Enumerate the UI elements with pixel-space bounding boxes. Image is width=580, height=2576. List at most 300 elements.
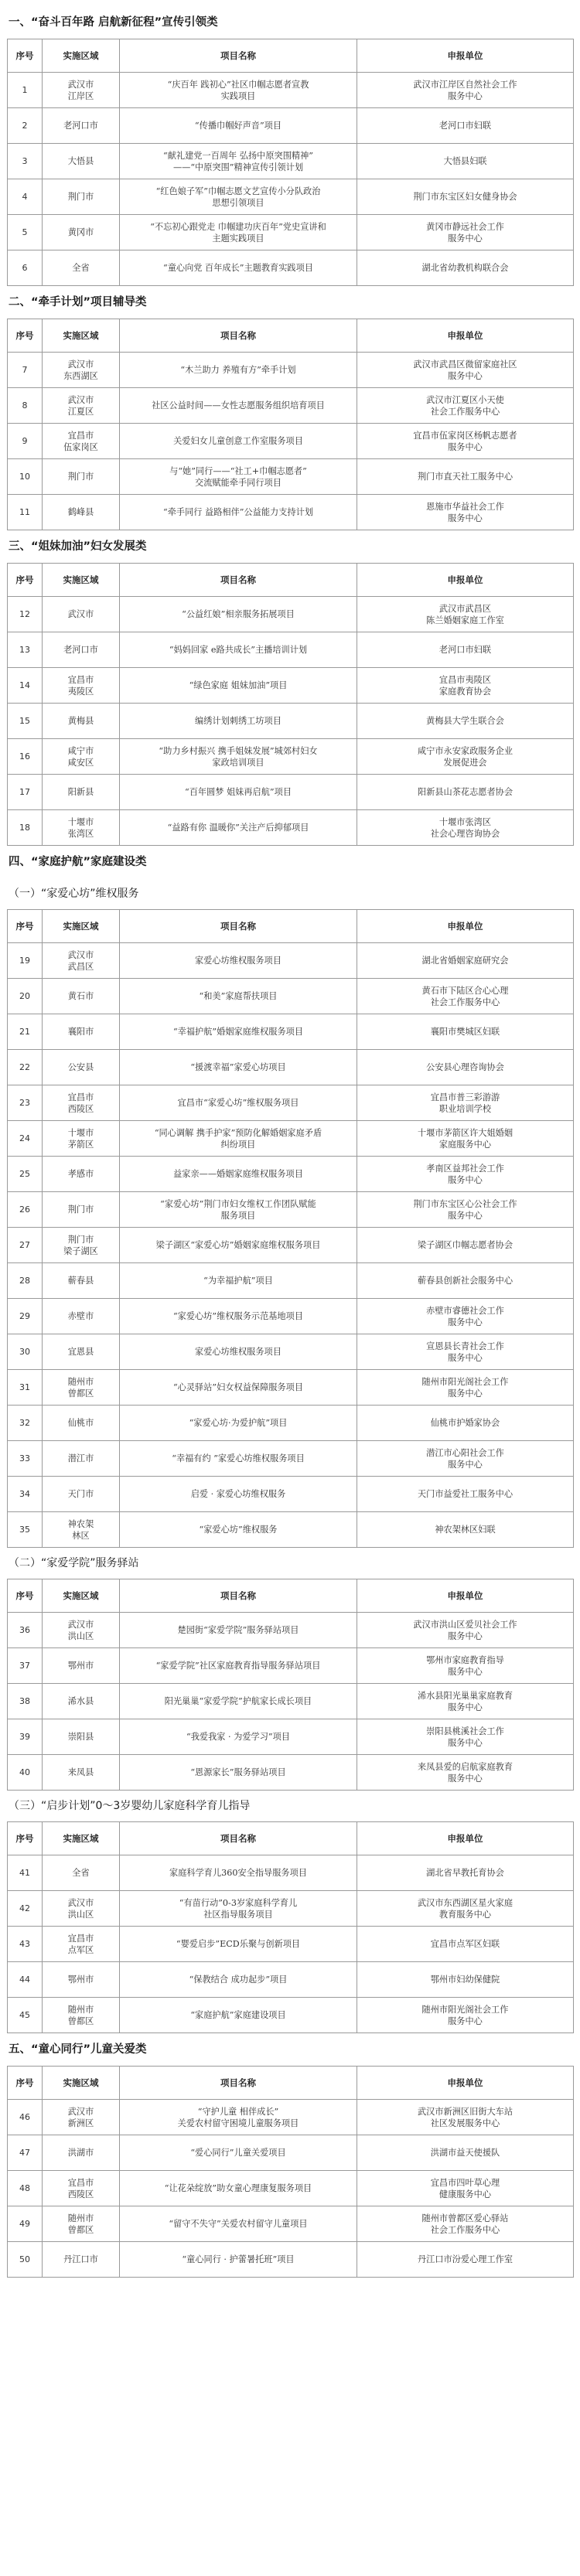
- cell-project: “助力乡村振兴 携手姐妹发展”城郊村妇女 家政培训项目: [120, 739, 357, 775]
- cell-applicant: 武汉市江岸区自然社会工作 服务中心: [357, 73, 574, 108]
- section: [7, 2033, 573, 2278]
- header-area: 实施区域: [43, 2067, 120, 2100]
- cell-applicant: 宜昌市普三彩游游 职业培训学校: [357, 1085, 574, 1121]
- cell-area: 仙桃市: [43, 1406, 120, 1441]
- cell-applicant: 鄂州市家庭教育指导 服务中心: [357, 1648, 574, 1684]
- table-row: [8, 739, 574, 775]
- cell-applicant: 丹江口市汾爱心理工作室: [357, 2242, 574, 2278]
- cell-project: “为幸福护航”项目: [120, 1263, 357, 1299]
- cell-project: “绿色家庭 姐妹加油”项目: [120, 668, 357, 704]
- cell-area: 黄梅县: [43, 704, 120, 739]
- cell-applicant: 咸宁市永安家政服务企业 发展促进会: [357, 739, 574, 775]
- cell-project: “百年圆梦 姐妹再启航”项目: [120, 775, 357, 810]
- section-title: 五、“童心同行”儿童关爱类: [9, 2043, 147, 2056]
- cell-area: 黄石市: [43, 979, 120, 1014]
- cell-applicant: 黄冈市静远社会工作 服务中心: [357, 215, 574, 250]
- cell-applicant: 襄阳市樊城区妇联: [357, 1014, 574, 1050]
- table-row: [8, 144, 574, 179]
- header-project: 项目名称: [120, 910, 357, 943]
- cell-area: 来凤县: [43, 1755, 120, 1791]
- cell-seq: 48: [8, 2171, 43, 2206]
- project-table: [7, 39, 574, 286]
- cell-seq: 32: [8, 1406, 43, 1441]
- cell-applicant: 崇阳县桃溪社会工作 服务中心: [357, 1719, 574, 1755]
- header-applicant: 申报单位: [357, 910, 574, 943]
- header-applicant: 申报单位: [357, 39, 574, 73]
- cell-project: “家爱学院”社区家庭教育指导服务驿站项目: [120, 1648, 357, 1684]
- header-project: 项目名称: [120, 39, 357, 73]
- cell-seq: 10: [8, 459, 43, 495]
- cell-applicant: 孝南区益邦社会工作 服务中心: [357, 1157, 574, 1192]
- cell-seq: 38: [8, 1684, 43, 1719]
- cell-area: 鄂州市: [43, 1648, 120, 1684]
- cell-applicant: 公安县心理咨询协会: [357, 1050, 574, 1085]
- cell-project: “童心向党 百年成长”主题教育实践项目: [120, 250, 357, 286]
- cell-applicant: 十堰市张湾区 社会心理咨询协会: [357, 810, 574, 846]
- cell-seq: 30: [8, 1334, 43, 1370]
- table-row: [8, 1998, 574, 2033]
- cell-applicant: 鄂州市妇幼保健院: [357, 1962, 574, 1998]
- cell-seq: 3: [8, 144, 43, 179]
- table-row: [8, 424, 574, 459]
- header-applicant: 申报单位: [357, 2067, 574, 2100]
- table-row: [8, 1648, 574, 1684]
- cell-project: “心灵驿站”妇女权益保障服务项目: [120, 1370, 357, 1406]
- cell-applicant: 仙桃市护婚家协会: [357, 1406, 574, 1441]
- table-row: [8, 597, 574, 632]
- header-applicant: 申报单位: [357, 1579, 574, 1613]
- table-row: [8, 979, 574, 1014]
- table-header-row: [8, 39, 574, 73]
- table-row: [8, 2206, 574, 2242]
- table-row: [8, 388, 574, 424]
- cell-project: 与“她”同行——“社工+巾帼志愿者” 交流赋能牵手同行项目: [120, 459, 357, 495]
- project-table: [7, 1579, 574, 1791]
- table-header-row: [8, 2067, 574, 2100]
- cell-project: “不忘初心跟党走 巾帼建功庆百年”党史宣讲和 主题实践项目: [120, 215, 357, 250]
- cell-seq: 14: [8, 668, 43, 704]
- cell-seq: 12: [8, 597, 43, 632]
- cell-seq: 2: [8, 108, 43, 144]
- cell-project: “献礼建党一百周年 弘扬中原突围精神” ——“中原突围”精神宣传引领计划: [120, 144, 357, 179]
- cell-applicant: 荆门市东宝区妇女健身协会: [357, 179, 574, 215]
- cell-seq: 41: [8, 1855, 43, 1891]
- table-row: [8, 1927, 574, 1962]
- cell-seq: 13: [8, 632, 43, 668]
- table-row: [8, 668, 574, 704]
- cell-area: 襄阳市: [43, 1014, 120, 1050]
- table-header-row: [8, 564, 574, 597]
- table-row: [8, 179, 574, 215]
- cell-applicant: 武汉市武昌区微留家庭社区 服务中心: [357, 353, 574, 388]
- cell-area: 老河口市: [43, 108, 120, 144]
- cell-project: “婴爱启步”ECD乐聚与创新项目: [120, 1927, 357, 1962]
- cell-applicant: 梁子湖区巾帼志愿者协会: [357, 1228, 574, 1263]
- cell-seq: 39: [8, 1719, 43, 1755]
- header-applicant: 申报单位: [357, 319, 574, 353]
- table-row: [8, 775, 574, 810]
- table-row: [8, 1855, 574, 1891]
- cell-seq: 33: [8, 1441, 43, 1477]
- cell-seq: 18: [8, 810, 43, 846]
- table-row: [8, 1334, 574, 1370]
- cell-seq: 42: [8, 1891, 43, 1927]
- cell-applicant: 黄梅县大学生联合会: [357, 704, 574, 739]
- cell-seq: 1: [8, 73, 43, 108]
- cell-seq: 23: [8, 1085, 43, 1121]
- section-title: 三、“姐妹加油”妇女发展类: [9, 540, 147, 553]
- project-table: [7, 1821, 574, 2033]
- cell-project: 社区公益时间——女性志愿服务组织培育项目: [120, 388, 357, 424]
- cell-applicant: 蕲春县创新社会服务中心: [357, 1263, 574, 1299]
- header-project: 项目名称: [120, 1579, 357, 1613]
- header-seq: 序号: [8, 1822, 43, 1855]
- cell-project: 楚园街“家爱学院”服务驿站项目: [120, 1613, 357, 1648]
- header-seq: 序号: [8, 319, 43, 353]
- cell-applicant: 随州市阳光阁社会工作 服务中心: [357, 1370, 574, 1406]
- cell-applicant: 天门市益爱社工服务中心: [357, 1477, 574, 1512]
- project-table: [7, 563, 574, 846]
- cell-seq: 20: [8, 979, 43, 1014]
- cell-area: 天门市: [43, 1477, 120, 1512]
- table-row: [8, 1192, 574, 1228]
- header-area: 实施区域: [43, 564, 120, 597]
- header-project: 项目名称: [120, 1822, 357, 1855]
- table-row: [8, 704, 574, 739]
- cell-area: 全省: [43, 1855, 120, 1891]
- cell-applicant: 老河口市妇联: [357, 108, 574, 144]
- cell-area: 黄冈市: [43, 215, 120, 250]
- cell-seq: 31: [8, 1370, 43, 1406]
- cell-area: 丹江口市: [43, 2242, 120, 2278]
- cell-project: “家爱心坊”维权服务示范基地项目: [120, 1299, 357, 1334]
- cell-project: “童心同行 · 护蕾暑托班”项目: [120, 2242, 357, 2278]
- cell-applicant: 湖北省幼教机构联合会: [357, 250, 574, 286]
- table-header-row: [8, 1579, 574, 1613]
- cell-area: 武汉市: [43, 597, 120, 632]
- cell-applicant: 随州市阳光阁社会工作 服务中心: [357, 1998, 574, 2033]
- cell-applicant: 来凤县爱的启航家庭教育 服务中心: [357, 1755, 574, 1791]
- cell-area: 荆门市: [43, 179, 120, 215]
- table-row: [8, 943, 574, 979]
- cell-project: “留守不失守”关爱农村留守儿童项目: [120, 2206, 357, 2242]
- cell-seq: 17: [8, 775, 43, 810]
- cell-area: 武汉市 江夏区: [43, 388, 120, 424]
- cell-applicant: 武汉市东西湖区星火家庭 教育服务中心: [357, 1891, 574, 1927]
- cell-project: “庆百年 践初心”社区巾帼志愿者宣教 实践项目: [120, 73, 357, 108]
- cell-applicant: 潜江市心阳社会工作 服务中心: [357, 1441, 574, 1477]
- header-seq: 序号: [8, 39, 43, 73]
- cell-area: 宜昌市 西陵区: [43, 2171, 120, 2206]
- cell-project: 家爱心坊维权服务项目: [120, 1334, 357, 1370]
- table-row: [8, 1512, 574, 1548]
- cell-project: “牵手同行 益路相伴”公益能力支持计划: [120, 495, 357, 530]
- cell-area: 武汉市 江岸区: [43, 73, 120, 108]
- project-table: [7, 319, 574, 530]
- table-header-row: [8, 910, 574, 943]
- cell-area: 荆门市: [43, 1192, 120, 1228]
- table-row: [8, 1228, 574, 1263]
- table-row: [8, 1085, 574, 1121]
- cell-applicant: 阳新县山茶花志愿者协会: [357, 775, 574, 810]
- table-row: [8, 810, 574, 846]
- section: [7, 530, 573, 846]
- header-area: 实施区域: [43, 39, 120, 73]
- cell-project: 阳光巢巢“家爱学院”护航家长成长项目: [120, 1684, 357, 1719]
- table-row: [8, 353, 574, 388]
- cell-applicant: 湖北省婚姻家庭研究会: [357, 943, 574, 979]
- cell-seq: 11: [8, 495, 43, 530]
- cell-seq: 25: [8, 1157, 43, 1192]
- header-area: 实施区域: [43, 1822, 120, 1855]
- cell-project: 编绣计划刺绣工坊项目: [120, 704, 357, 739]
- table-header-row: [8, 319, 574, 353]
- table-row: [8, 1755, 574, 1791]
- table-row: [8, 1406, 574, 1441]
- cell-applicant: 武汉市武昌区 陈兰婚姻家庭工作室: [357, 597, 574, 632]
- table-row: [8, 1613, 574, 1648]
- cell-seq: 36: [8, 1613, 43, 1648]
- subsection-title: （一）“家爱心坊”维权服务: [9, 888, 139, 900]
- cell-area: 浠水县: [43, 1684, 120, 1719]
- cell-project: “妈妈回家 e路共成长”主播培训计划: [120, 632, 357, 668]
- cell-applicant: 宜昌市伍家岗区杨帆志愿者 服务中心: [357, 424, 574, 459]
- cell-area: 宜昌市 点军区: [43, 1927, 120, 1962]
- cell-seq: 9: [8, 424, 43, 459]
- cell-project: “保教结合 成功起步”项目: [120, 1962, 357, 1998]
- cell-project: 关爱妇女儿童创意工作室服务项目: [120, 424, 357, 459]
- cell-area: 武汉市 东西湖区: [43, 353, 120, 388]
- cell-area: 武汉市 新洲区: [43, 2100, 120, 2135]
- cell-seq: 27: [8, 1228, 43, 1263]
- cell-seq: 47: [8, 2135, 43, 2171]
- subsection-title: （三）“启步计划”0～3岁婴幼儿家庭科学育儿指导: [9, 1800, 251, 1812]
- cell-project: 益家亲——婚姻家庭维权服务项目: [120, 1157, 357, 1192]
- cell-project: “家爱心坊”荆门市妇女维权工作团队赋能 服务项目: [120, 1192, 357, 1228]
- cell-project: “让花朵绽放”助女童心理康复服务项目: [120, 2171, 357, 2206]
- cell-seq: 35: [8, 1512, 43, 1548]
- cell-area: 随州市 曾都区: [43, 1998, 120, 2033]
- cell-seq: 28: [8, 1263, 43, 1299]
- cell-seq: 6: [8, 250, 43, 286]
- cell-area: 十堰市 茅箭区: [43, 1121, 120, 1157]
- cell-area: 孝感市: [43, 1157, 120, 1192]
- cell-project: 宜昌市“家爱心坊”维权服务项目: [120, 1085, 357, 1121]
- cell-project: “和美”家庭帮扶项目: [120, 979, 357, 1014]
- cell-seq: 50: [8, 2242, 43, 2278]
- cell-seq: 26: [8, 1192, 43, 1228]
- cell-applicant: 大悟县妇联: [357, 144, 574, 179]
- table-row: [8, 1477, 574, 1512]
- table-row: [8, 1719, 574, 1755]
- table-row: [8, 73, 574, 108]
- cell-area: 宜昌市 伍家岗区: [43, 424, 120, 459]
- cell-area: 老河口市: [43, 632, 120, 668]
- cell-applicant: 洪湖市益天使援队: [357, 2135, 574, 2171]
- cell-seq: 37: [8, 1648, 43, 1684]
- cell-applicant: 神农架林区妇联: [357, 1512, 574, 1548]
- cell-applicant: 宜昌市点军区妇联: [357, 1927, 574, 1962]
- cell-seq: 19: [8, 943, 43, 979]
- cell-seq: 46: [8, 2100, 43, 2135]
- table-row: [8, 632, 574, 668]
- cell-project: “传播巾帼好声音”项目: [120, 108, 357, 144]
- cell-project: 家庭科学育儿360安全指导服务项目: [120, 1855, 357, 1891]
- cell-seq: 8: [8, 388, 43, 424]
- cell-applicant: 赤壁市睿德社会工作 服务中心: [357, 1299, 574, 1334]
- cell-area: 十堰市 张湾区: [43, 810, 120, 846]
- header-area: 实施区域: [43, 1579, 120, 1613]
- table-row: [8, 459, 574, 495]
- cell-area: 武汉市 洪山区: [43, 1613, 120, 1648]
- table-row: [8, 2242, 574, 2278]
- cell-seq: 22: [8, 1050, 43, 1085]
- cell-applicant: 随州市曾都区爱心驿站 社会工作服务中心: [357, 2206, 574, 2242]
- header-seq: 序号: [8, 564, 43, 597]
- table-row: [8, 1014, 574, 1050]
- cell-applicant: 恩施市华益社会工作 服务中心: [357, 495, 574, 530]
- cell-project: “幸福有约 ”家爱心坊维权服务项目: [120, 1441, 357, 1477]
- cell-project: “家爱心坊·为爱护航”项目: [120, 1406, 357, 1441]
- section: [7, 846, 573, 2033]
- cell-area: 宜恩县: [43, 1334, 120, 1370]
- cell-seq: 49: [8, 2206, 43, 2242]
- cell-area: 鄂州市: [43, 1962, 120, 1998]
- project-table: [7, 909, 574, 1548]
- table-row: [8, 1121, 574, 1157]
- cell-applicant: 湖北省早教托育协会: [357, 1855, 574, 1891]
- table-row: [8, 495, 574, 530]
- cell-project: “我爱我家 · 为爱学习”项目: [120, 1719, 357, 1755]
- table-row: [8, 215, 574, 250]
- cell-applicant: 荆门市直天社工服务中心: [357, 459, 574, 495]
- cell-project: “家庭护航”家庭建设项目: [120, 1998, 357, 2033]
- cell-project: 梁子湖区“家爱心坊”婚姻家庭维权服务项目: [120, 1228, 357, 1263]
- table-row: [8, 108, 574, 144]
- cell-area: 全省: [43, 250, 120, 286]
- cell-project: “木兰助力 养殖有方”牵手计划: [120, 353, 357, 388]
- table-row: [8, 2135, 574, 2171]
- cell-area: 咸宁市 咸安区: [43, 739, 120, 775]
- cell-area: 潜江市: [43, 1441, 120, 1477]
- cell-seq: 44: [8, 1962, 43, 1998]
- table-header-row: [8, 1822, 574, 1855]
- cell-seq: 34: [8, 1477, 43, 1512]
- cell-project: 启爱 · 家爱心坊维权服务: [120, 1477, 357, 1512]
- cell-seq: 5: [8, 215, 43, 250]
- table-row: [8, 1263, 574, 1299]
- header-seq: 序号: [8, 910, 43, 943]
- cell-area: 鹤峰县: [43, 495, 120, 530]
- cell-area: 阳新县: [43, 775, 120, 810]
- cell-applicant: 十堰市茅箭区许大姐婚姻 家庭服务中心: [357, 1121, 574, 1157]
- table-row: [8, 1299, 574, 1334]
- header-project: 项目名称: [120, 2067, 357, 2100]
- section-title: 二、“牵手计划”项目辅导类: [9, 296, 147, 308]
- cell-seq: 43: [8, 1927, 43, 1962]
- table-row: [8, 1891, 574, 1927]
- table-row: [8, 1370, 574, 1406]
- cell-project: “恩源家长”服务驿站项目: [120, 1755, 357, 1791]
- cell-seq: 16: [8, 739, 43, 775]
- subsection-title: （二）“家爱学院”服务驿站: [9, 1557, 139, 1569]
- header-applicant: 申报单位: [357, 564, 574, 597]
- header-project: 项目名称: [120, 319, 357, 353]
- cell-area: 随州市 曾都区: [43, 1370, 120, 1406]
- section-title: 一、“奋斗百年路 启航新征程”宣传引领类: [9, 16, 218, 29]
- cell-area: 荆门市 梁子湖区: [43, 1228, 120, 1263]
- cell-seq: 7: [8, 353, 43, 388]
- project-table: [7, 2066, 574, 2278]
- header-applicant: 申报单位: [357, 1822, 574, 1855]
- cell-area: 神农架 林区: [43, 1512, 120, 1548]
- table-row: [8, 1050, 574, 1085]
- cell-project: “幸福护航”婚姻家庭维权服务项目: [120, 1014, 357, 1050]
- cell-seq: 21: [8, 1014, 43, 1050]
- cell-applicant: 老河口市妇联: [357, 632, 574, 668]
- table-row: [8, 1684, 574, 1719]
- cell-seq: 4: [8, 179, 43, 215]
- cell-project: “红色娘子军”巾帼志愿文艺宣传小分队政治 思想引领项目: [120, 179, 357, 215]
- header-project: 项目名称: [120, 564, 357, 597]
- cell-project: “爱心同行”儿童关爱项目: [120, 2135, 357, 2171]
- cell-area: 蕲春县: [43, 1263, 120, 1299]
- header-seq: 序号: [8, 2067, 43, 2100]
- section: [7, 286, 573, 530]
- cell-area: 赤壁市: [43, 1299, 120, 1334]
- cell-applicant: 武汉市江夏区小天使 社会工作服务中心: [357, 388, 574, 424]
- section: [7, 6, 573, 286]
- table-row: [8, 1962, 574, 1998]
- cell-area: 大悟县: [43, 144, 120, 179]
- cell-area: 洪湖市: [43, 2135, 120, 2171]
- cell-area: 公安县: [43, 1050, 120, 1085]
- cell-seq: 24: [8, 1121, 43, 1157]
- cell-applicant: 宜昌市四叶草心理 健康服务中心: [357, 2171, 574, 2206]
- cell-area: 宜昌市 西陵区: [43, 1085, 120, 1121]
- cell-applicant: 浠水县阳光巢巢家庭教育 服务中心: [357, 1684, 574, 1719]
- cell-seq: 29: [8, 1299, 43, 1334]
- table-row: [8, 250, 574, 286]
- cell-area: 随州市 曾都区: [43, 2206, 120, 2242]
- cell-area: 武汉市 洪山区: [43, 1891, 120, 1927]
- cell-project: 家爱心坊维权服务项目: [120, 943, 357, 979]
- header-seq: 序号: [8, 1579, 43, 1613]
- cell-applicant: 武汉市新洲区旧街大车站 社区发展服务中心: [357, 2100, 574, 2135]
- cell-applicant: 宣恩县长青社会工作 服务中心: [357, 1334, 574, 1370]
- cell-project: “援渡幸福”家爱心坊项目: [120, 1050, 357, 1085]
- cell-project: “益路有你 温暖你”关注产后抑郁项目: [120, 810, 357, 846]
- cell-seq: 45: [8, 1998, 43, 2033]
- cell-area: 崇阳县: [43, 1719, 120, 1755]
- cell-applicant: 荆门市东宝区心公社会工作 服务中心: [357, 1192, 574, 1228]
- cell-project: “同心调解 携手护家”预防化解婚姻家庭矛盾 纠纷项目: [120, 1121, 357, 1157]
- section-title: 四、“家庭护航”家庭建设类: [9, 856, 147, 868]
- table-row: [8, 2100, 574, 2135]
- cell-project: “守护儿童 相伴成长” 关爱农村留守困境儿童服务项目: [120, 2100, 357, 2135]
- cell-area: 武汉市 武昌区: [43, 943, 120, 979]
- header-area: 实施区域: [43, 910, 120, 943]
- cell-seq: 40: [8, 1755, 43, 1791]
- cell-project: “有苗行动”0-3岁家庭科学育儿 社区指导服务项目: [120, 1891, 357, 1927]
- cell-applicant: 黄石市下陆区合心心理 社会工作服务中心: [357, 979, 574, 1014]
- cell-seq: 15: [8, 704, 43, 739]
- header-area: 实施区域: [43, 319, 120, 353]
- cell-area: 荆门市: [43, 459, 120, 495]
- table-row: [8, 1441, 574, 1477]
- table-row: [8, 2171, 574, 2206]
- cell-applicant: 宜昌市夷陵区 家庭教育协会: [357, 668, 574, 704]
